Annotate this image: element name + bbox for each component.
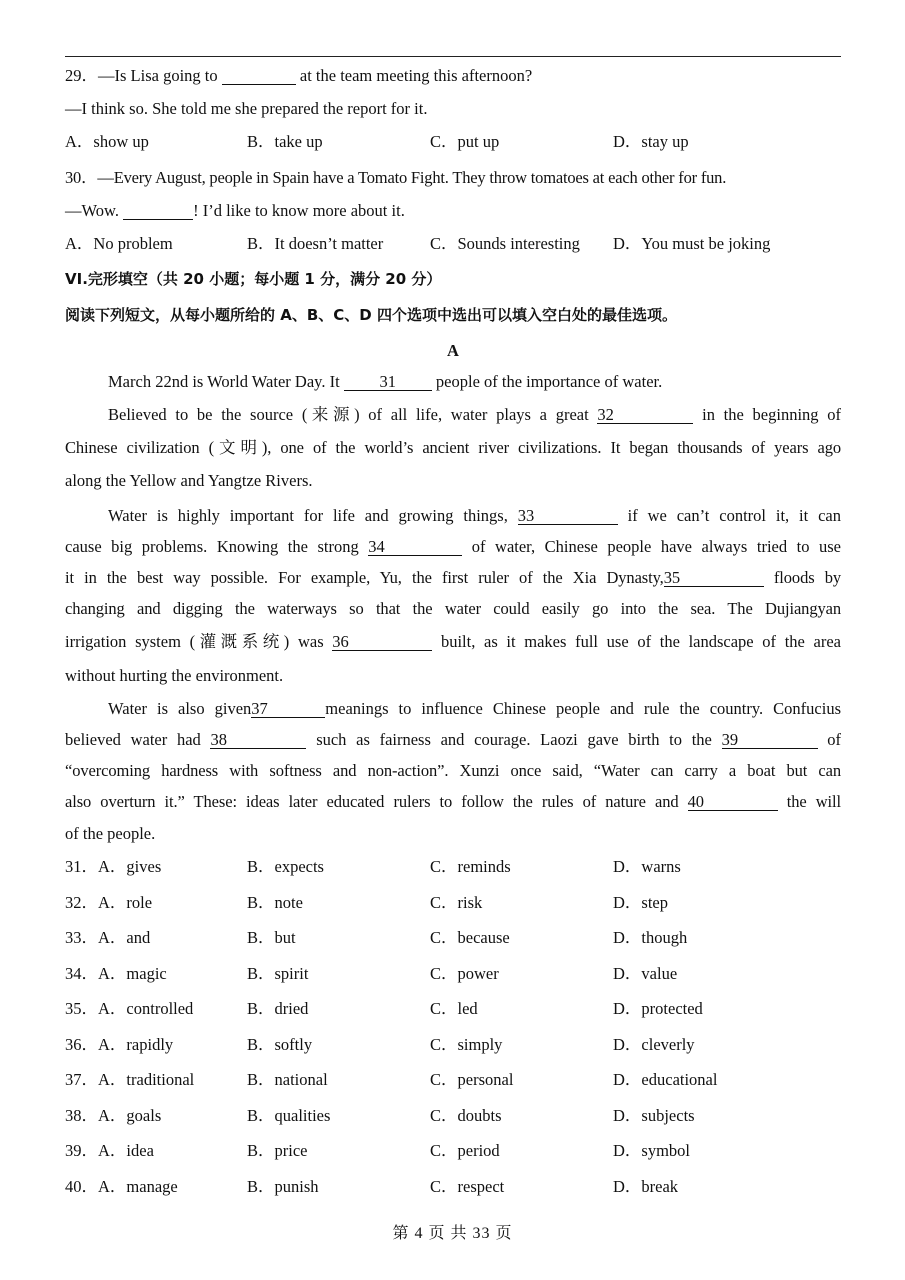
option-b: B．note — [247, 893, 303, 912]
question-number: 36． — [65, 1035, 98, 1054]
passage-label: A — [447, 341, 459, 360]
option-a: A．role — [98, 893, 153, 912]
option-b: B．softly — [247, 1035, 313, 1054]
section-heading: VI.完形填空（共 20 小题；每小题 1 分，满分 20 分） — [65, 270, 442, 288]
option-b: B．but — [247, 928, 296, 947]
option-d: D．educational — [613, 1070, 718, 1089]
option-a: A．rapidly — [98, 1035, 174, 1054]
p4-l2-text-c: of — [827, 730, 842, 749]
q29-option-a: A．show up — [65, 132, 149, 151]
option-b: B．spirit — [247, 964, 309, 983]
option-c: C．led — [430, 999, 478, 1018]
option-a: A．idea — [98, 1141, 154, 1160]
blank-34: 34 — [368, 538, 462, 556]
q30-reply — [65, 201, 841, 221]
p4-line-4 — [65, 792, 841, 824]
question-number: 39． — [65, 1141, 98, 1160]
p3-l1-text-b: if we can’t control it, it can — [627, 506, 841, 525]
p3-line-4: changing and digging the waterways so that the water could easily go into the sea. The Dujiangyan — [65, 599, 841, 618]
question-32-a — [65, 893, 152, 913]
blank-39: 39 — [722, 731, 818, 749]
question-number: 31． — [65, 857, 98, 876]
p4-l1-text-a: Water is also given — [108, 699, 252, 718]
option-d: D．protected — [613, 999, 703, 1018]
q29-option-b: B．take up — [247, 132, 323, 151]
option-d: D．subjects — [613, 1106, 695, 1125]
q29-stem — [65, 66, 841, 86]
blank-32: 32 — [597, 406, 693, 424]
option-b: B．price — [247, 1141, 308, 1160]
blank-40: 40 — [688, 793, 778, 811]
page-footer: 第 4 页 共 33 页 — [392, 1225, 513, 1242]
option-c: C．risk — [430, 893, 483, 912]
option-b: B．expects — [247, 857, 324, 876]
blank-37: 37 — [251, 700, 325, 718]
question-number: 38． — [65, 1106, 98, 1125]
option-c: C．because — [430, 928, 510, 947]
q30-blank — [123, 202, 193, 220]
p3-line-1 — [65, 506, 841, 537]
q29-text-post: at the team meeting this afternoon? — [295, 66, 533, 85]
passage-paragraph-4 — [65, 699, 841, 857]
section-instruction: 阅读下列短文，从每小题所给的 A、B、C、D 四个选项中选出可以填入空白处的最佳选项。 — [65, 306, 677, 324]
p4-line-3: “overcoming hardness with softness and non-action”. Xunzi once said, “Water can carry a boat but can — [65, 761, 841, 780]
option-b: B．dried — [247, 999, 309, 1018]
q30-text-post: ! I’d like to know more about it. — [193, 201, 405, 220]
p4-line-2 — [65, 730, 841, 761]
p3-line-2 — [65, 537, 841, 568]
question-35-a — [65, 999, 193, 1019]
p4-l4-text-b: the will — [786, 792, 841, 811]
option-c: C．doubts — [430, 1106, 502, 1125]
option-d: D．warns — [613, 857, 681, 876]
option-d: D．break — [613, 1177, 679, 1196]
p2-line-2: Chinese civilization (文明), one of the world’s ancient river civilizations. It began thousands of years ago — [65, 438, 841, 457]
option-d: D．cleverly — [613, 1035, 695, 1054]
option-b: B．national — [247, 1070, 328, 1089]
question-31-a — [65, 857, 161, 877]
passage-paragraph-3 — [65, 506, 841, 699]
question-number: 33． — [65, 928, 98, 947]
option-d: D．step — [613, 893, 668, 912]
q29-option-c: C．put up — [430, 132, 500, 151]
option-a: A．and — [98, 928, 151, 947]
option-a: A．goals — [98, 1106, 162, 1125]
question-40-a — [65, 1177, 178, 1197]
option-b: B．qualities — [247, 1106, 331, 1125]
p1-text-a: March 22nd is World Water Day. It — [108, 372, 344, 391]
blank-31: 31 — [344, 373, 432, 391]
p3-line-5 — [65, 632, 841, 666]
header-rule — [65, 56, 841, 57]
question-38-a — [65, 1106, 161, 1126]
p3-l2-text-b: of water, Chinese people have always tried to use — [471, 537, 841, 556]
q30-text-pre: —Wow. — [65, 201, 124, 220]
passage-paragraph-1 — [65, 372, 841, 392]
option-a: A．gives — [98, 857, 162, 876]
option-c: C．power — [430, 964, 499, 983]
question-number: 40． — [65, 1177, 98, 1196]
p4-l4-text-a: also overturn it.” These: ideas later educated rulers to follow the rules of nature and — [65, 792, 688, 811]
q30-option-d: D．You must be joking — [613, 234, 771, 253]
p3-l3-text-a: it in the best way possible. For example, Yu, the first ruler of the Xia Dynasty, — [65, 568, 664, 587]
option-c: C．personal — [430, 1070, 514, 1089]
p2-text-b: in the beginning of — [702, 405, 841, 424]
option-c: C．simply — [430, 1035, 503, 1054]
blank-38: 38 — [210, 731, 306, 749]
passage-paragraph-2 — [65, 405, 841, 504]
question-number: 32． — [65, 893, 98, 912]
p4-l2-text-a: believed water had — [65, 730, 211, 749]
p1-text-b: people of the importance of water. — [431, 372, 663, 391]
p3-l5-text-b: built, as it makes full use of the landscape of the area — [440, 632, 842, 651]
question-number: 37． — [65, 1070, 98, 1089]
q30-option-a: A．No problem — [65, 234, 173, 253]
p4-line-1 — [65, 699, 841, 730]
question-number: 35． — [65, 999, 98, 1018]
option-c: C．reminds — [430, 857, 511, 876]
p3-l3-text-b: floods by — [773, 568, 842, 587]
p4-l1-text-b: meanings to influence Chinese people and rule the country. Confucius — [325, 699, 841, 718]
p4-l2-text-b: such as fairness and courage. Laozi gave birth to the — [316, 730, 722, 749]
question-36-a — [65, 1035, 173, 1055]
option-d: D．value — [613, 964, 678, 983]
option-a: A．magic — [98, 964, 167, 983]
p3-line-3 — [65, 568, 841, 599]
question-33-a — [65, 928, 150, 948]
blank-33: 33 — [518, 507, 618, 525]
option-d: D．though — [613, 928, 688, 947]
question-number: 34． — [65, 964, 98, 983]
p3-l2-text-a: cause big problems. Knowing the strong — [65, 537, 369, 556]
p2-line-3: along the Yellow and Yangtze Rivers. — [65, 471, 313, 490]
q29-option-d: D．stay up — [613, 132, 689, 151]
option-a: A．controlled — [98, 999, 194, 1018]
p4-line-5: of the people. — [65, 824, 156, 843]
q30-stem: 30．—Every August, people in Spain have a Tomato Fight. They throw tomatoes at each other for fun. — [65, 168, 727, 187]
q29-blank — [222, 67, 296, 85]
q29-reply: —I think so. She told me she prepared the report for it. — [65, 99, 428, 118]
question-37-a — [65, 1070, 194, 1090]
option-a: A．manage — [98, 1177, 178, 1196]
option-a: A．traditional — [98, 1070, 195, 1089]
q30-option-b: B．It doesn’t matter — [247, 234, 384, 253]
q29-text-pre: 29．—Is Lisa going to — [65, 66, 222, 85]
q30-option-c: C．Sounds interesting — [430, 234, 580, 253]
p2-line-1 — [65, 405, 841, 438]
option-d: D．symbol — [613, 1141, 691, 1160]
p3-l1-text-a: Water is highly important for life and growing things, — [108, 506, 518, 525]
blank-36: 36 — [332, 633, 432, 651]
p3-line-6: without hurting the environment. — [65, 666, 284, 685]
blank-35: 35 — [664, 569, 764, 587]
p2-text-a: Believed to be the source (来源) of all life, water plays a great — [108, 405, 598, 424]
question-34-a — [65, 964, 167, 984]
p3-l5-text-a: irrigation system (灌溉系统) was — [65, 632, 333, 651]
option-c: C．respect — [430, 1177, 505, 1196]
question-39-a — [65, 1141, 154, 1161]
option-c: C．period — [430, 1141, 500, 1160]
option-b: B．punish — [247, 1177, 319, 1196]
